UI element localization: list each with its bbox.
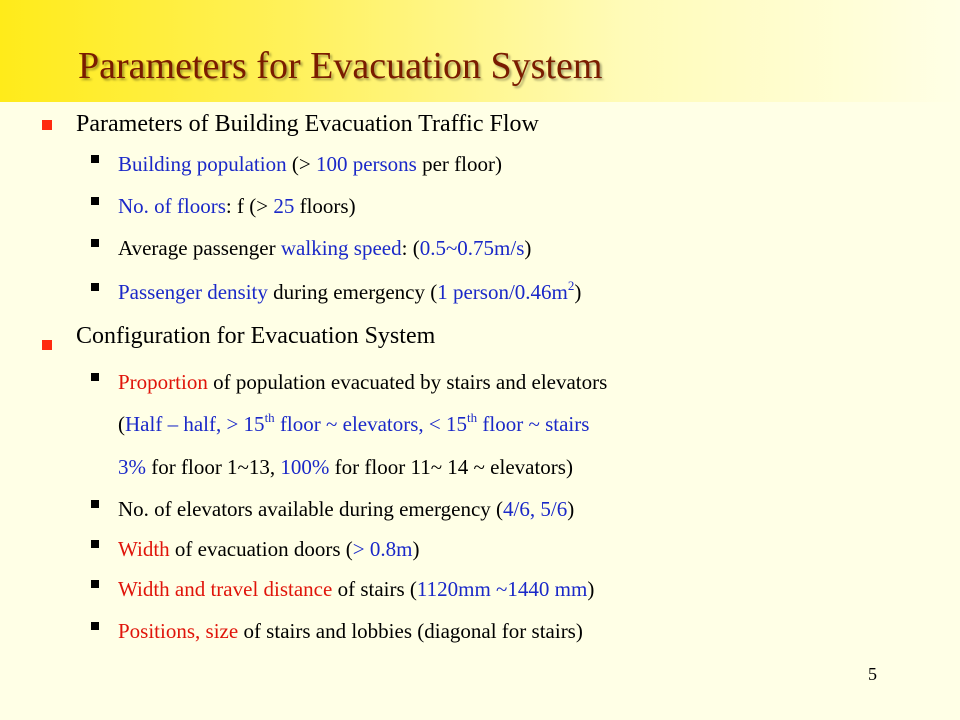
item-text: ) bbox=[574, 280, 582, 304]
item-text: : f (> bbox=[225, 194, 274, 218]
item-text: Proportion bbox=[118, 370, 208, 394]
item-text: per floor) bbox=[416, 152, 502, 176]
item-text: floor ~ elevators, < 15 bbox=[274, 412, 468, 436]
item-text: Passenger density bbox=[118, 280, 268, 304]
item-superscript: 2 bbox=[567, 278, 575, 293]
item-bullet bbox=[91, 540, 99, 548]
item-text: No. of elevators available during emergency ( bbox=[118, 497, 504, 521]
item-text: ) bbox=[524, 236, 532, 260]
item-text: of population evacuated by stairs and elevators bbox=[207, 370, 608, 394]
section-heading-configuration: Configuration for Evacuation System bbox=[76, 323, 436, 349]
item-text: 25 bbox=[273, 194, 295, 218]
item-walking-speed bbox=[118, 236, 531, 261]
item-text: for floor 11~ 14 ~ elevators) bbox=[329, 455, 573, 479]
item-proportion-detail-line2 bbox=[118, 455, 573, 480]
item-bullet bbox=[91, 283, 99, 291]
item-bullet bbox=[91, 197, 99, 205]
item-text: of stairs ( bbox=[332, 577, 417, 601]
item-text: of evacuation doors ( bbox=[169, 537, 353, 561]
item-bullet bbox=[91, 239, 99, 247]
item-text: 4/6, 5/6 bbox=[503, 497, 568, 521]
section-heading-traffic-flow: Parameters of Building Evacuation Traffic Flow bbox=[76, 111, 539, 137]
item-bullet bbox=[91, 500, 99, 508]
item-text: ) bbox=[412, 537, 420, 561]
item-text: > 0.8m bbox=[352, 537, 413, 561]
item-text: walking speed bbox=[280, 236, 402, 260]
section-bullet bbox=[42, 120, 52, 130]
item-text: 0.5~0.75m/s bbox=[419, 236, 525, 260]
item-text: Positions, size bbox=[118, 619, 239, 643]
item-number-of-floors bbox=[118, 194, 356, 219]
item-superscript: th bbox=[467, 410, 478, 425]
item-text: No. of floors bbox=[118, 194, 226, 218]
item-text: 100 persons bbox=[315, 152, 417, 176]
item-bullet bbox=[91, 580, 99, 588]
item-text: 3% bbox=[118, 455, 146, 479]
item-text: for floor 1~13, bbox=[146, 455, 281, 479]
item-text: floor ~ stairs bbox=[477, 412, 590, 436]
item-passenger-density bbox=[118, 280, 581, 305]
item-bullet bbox=[91, 155, 99, 163]
item-bullet bbox=[91, 622, 99, 630]
section-bullet bbox=[42, 340, 52, 350]
item-text: of stairs and lobbies (diagonal for stairs) bbox=[238, 619, 583, 643]
item-text: (> bbox=[286, 152, 316, 176]
item-text: ( bbox=[118, 412, 125, 436]
item-text: ) bbox=[567, 497, 575, 521]
item-text: Width and travel distance bbox=[118, 577, 333, 601]
item-text: Half – half, > 15 bbox=[125, 412, 265, 436]
item-text: during emergency ( bbox=[267, 280, 438, 304]
item-bullet bbox=[91, 373, 99, 381]
item-text: 100% bbox=[280, 455, 330, 479]
item-stairs-width bbox=[118, 577, 594, 602]
item-text: ) bbox=[587, 577, 595, 601]
item-text: Building population bbox=[118, 152, 287, 176]
item-number-of-elevators bbox=[118, 497, 574, 522]
item-text: Average passenger bbox=[118, 236, 281, 260]
item-text: : ( bbox=[401, 236, 420, 260]
item-door-width bbox=[118, 537, 419, 562]
item-proportion bbox=[118, 370, 607, 395]
page-number: 5 bbox=[868, 664, 877, 684]
item-text: 1 person/0.46m bbox=[437, 280, 568, 304]
item-stairs-positions bbox=[118, 619, 583, 644]
item-superscript: th bbox=[264, 410, 275, 425]
item-text: floors) bbox=[294, 194, 356, 218]
item-text: Width bbox=[118, 537, 170, 561]
item-building-population bbox=[118, 152, 502, 177]
item-proportion-detail-line1 bbox=[118, 412, 589, 437]
item-text: 1120mm ~1440 mm bbox=[416, 577, 588, 601]
slide-title: Parameters for Evacuation System bbox=[78, 45, 603, 87]
